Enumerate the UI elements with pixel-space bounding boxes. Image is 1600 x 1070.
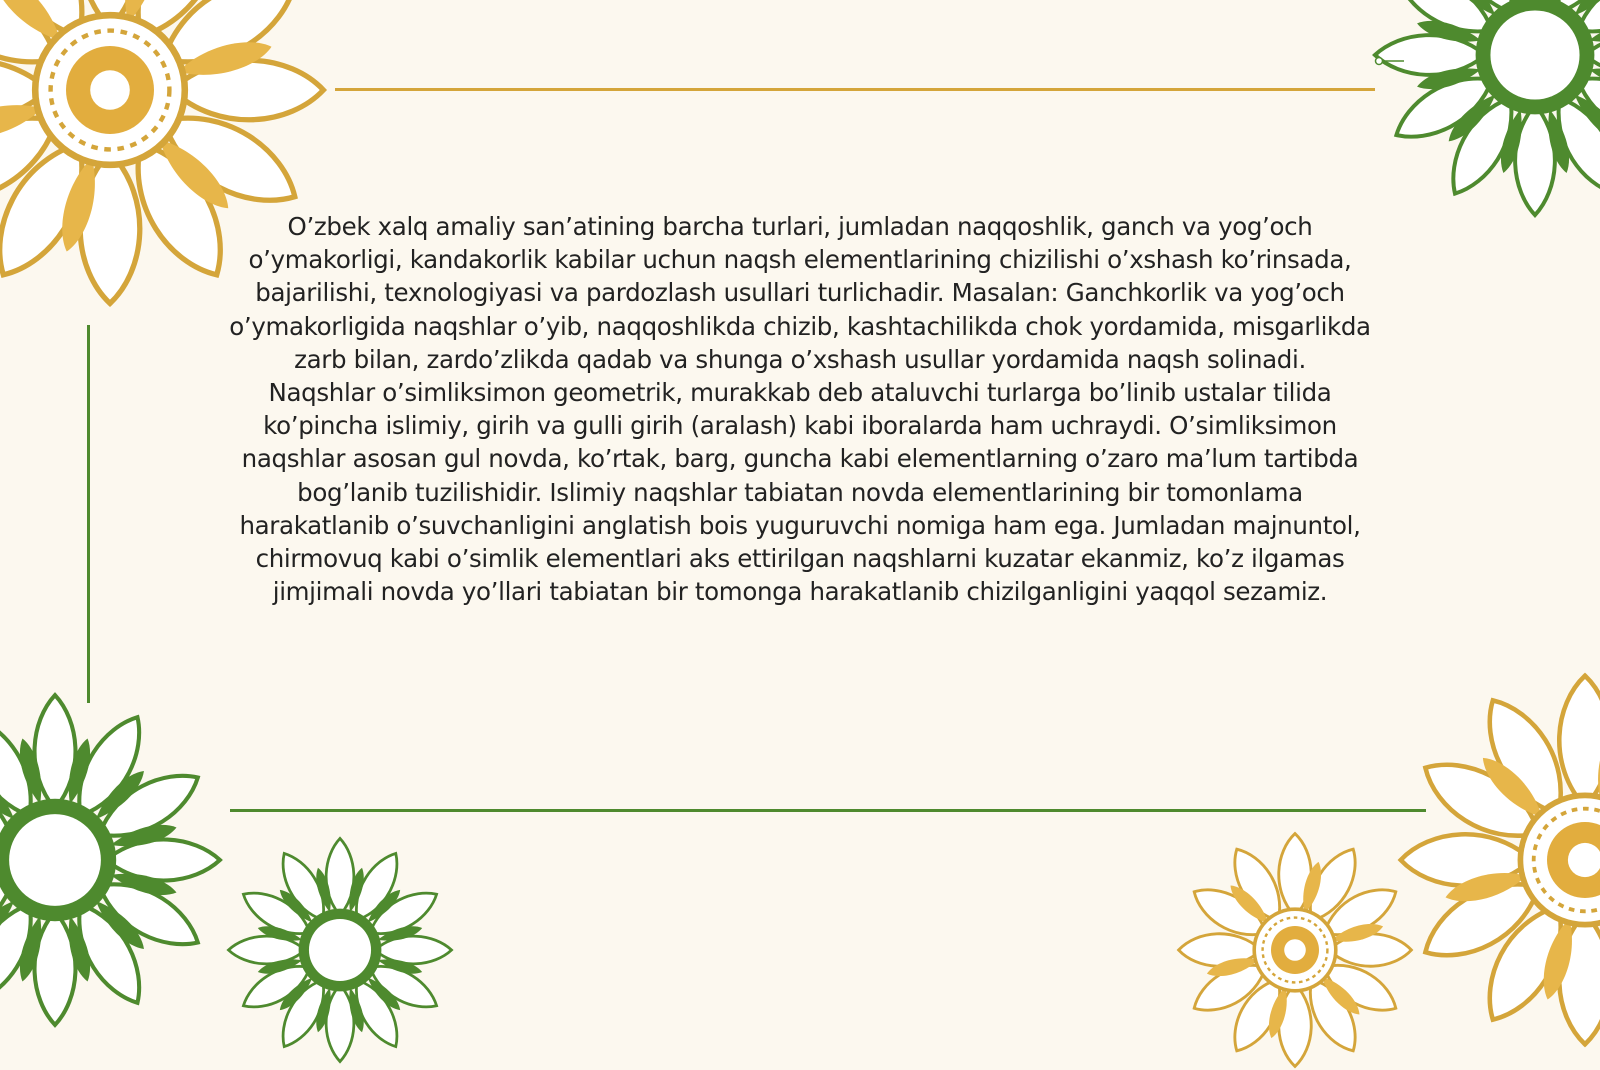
gold-mandala-icon (1395, 670, 1600, 1050)
paragraph-ornament-techniques: O’zbek xalq amaliy san’atining barcha turlari, jumladan naqqoshlik, ganch va yog’och o’ymakorligi, kandakorlik kabilar uchun naqsh elementlarining chizilishi o’xshash ko’rinsada, bajarilishi, texnologiyasi va pardozlash usullari turlichadir. Masalan: Ganchkorlik va yog’och o’ymakorligida naqshlar o’yib, naqqoshlikda chizib, kashtachilikda chok yordamida, misgarlikda zarb bilan, zardo’zlikda qadab va shunga o’xshash usullar yordamida naqsh solinadi. (229, 212, 1371, 374)
green-mandala-icon (225, 835, 455, 1065)
left-vertical-line (87, 325, 90, 703)
bottom-divider-line (230, 809, 1426, 812)
paragraph-ornament-types: Naqshlar o’simliksimon geometrik, murakkab deb ataluvchi turlarga bo’linib ustalar tilida ko’pincha islimiy, girih va gulli girih (aralash) kabi iboralarda ham uchraydi. O’simliksimon naqshlar asosan gul novda, ko’rtak, barg, guncha kabi elementlarning o’zaro ma’lum tartibda bog’lanib tuzilishidir. Islimiy naqshlar tabiatan novda elementlarining bir tomonlama harakatlanib o’suvchanligini anglatish bois yuguruvchi nomiga ham ega. Jumladan majnuntol, chirmovuq kabi o’simlik elementlari aks ettirilgan naqshlarni kuzatar ekanmiz, ko’z ilgamas jimjimali novda yo’llari tabiatan bir tomonga harakatlanib chizilganligini yaqqol sezamiz. (239, 378, 1361, 607)
green-mandala-icon (1370, 0, 1600, 220)
body-text (220, 210, 1380, 608)
top-line-end-ornament (1374, 54, 1404, 68)
green-mandala-icon (0, 690, 225, 1030)
gold-mandala-icon (1175, 830, 1415, 1070)
top-divider-line (335, 88, 1375, 91)
